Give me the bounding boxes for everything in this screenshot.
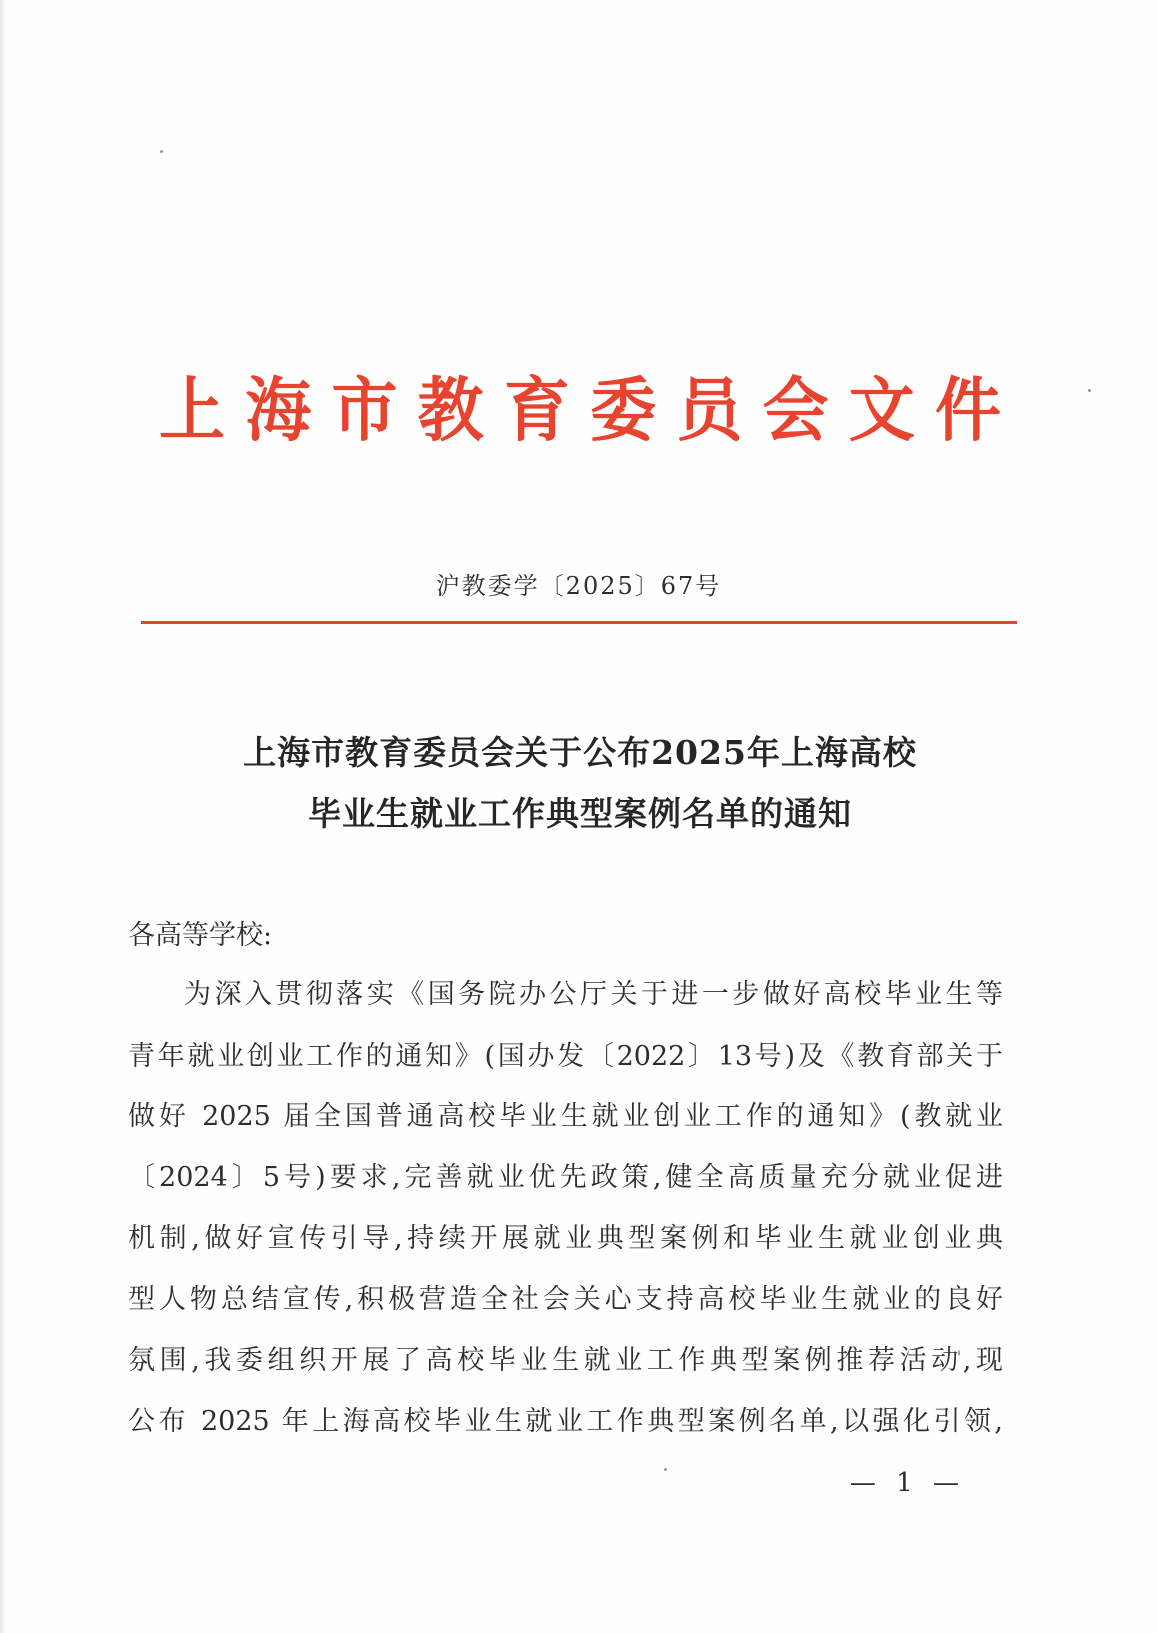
body-text-line: 型人物总结宣传,积极营造全社会关心支持高校毕业生就业的良好	[128, 1284, 1003, 1315]
masthead-char: 会	[762, 369, 829, 451]
body-text-line: 〔2024〕5号)要求,完善就业优先政策,健全高质量充分就业促进	[128, 1162, 1003, 1193]
scan-speck	[1088, 389, 1091, 392]
body-text-line: 氛围,我委组织开展了高校毕业生就业工作典型案例推荐活动,现	[128, 1345, 1003, 1376]
masthead-char: 委	[590, 369, 657, 451]
masthead-char: 员	[676, 369, 743, 451]
masthead-char: 市	[331, 369, 398, 451]
body-text-line: 公布 2025 年上海高校毕业生就业工作典型案例名单,以强化引领,	[128, 1406, 1003, 1437]
scan-edge-shadow	[0, 0, 6, 1633]
scan-speck	[160, 150, 163, 153]
salutation: 各高等学校:	[128, 920, 273, 951]
document-number: 沪教委学〔2025〕67号	[435, 572, 722, 600]
body-text-line: 青年就业创业工作的通知》(国办发〔2022〕13号)及《教育部关于	[128, 1041, 1003, 1072]
masthead-char: 文	[848, 369, 915, 451]
red-separator-rule	[141, 621, 1017, 624]
body-text-line: 机制,做好宣传引导,持续开展就业典型案例和毕业生就业创业典	[128, 1223, 1003, 1254]
masthead-char: 教	[417, 369, 484, 451]
body-text-line: 做好 2025 届全国普通高校毕业生就业创业工作的通知》(教就业	[128, 1101, 1003, 1132]
masthead-char: 育	[503, 369, 570, 451]
document-title-line-2: 毕业生就业工作典型案例名单的通知	[308, 794, 852, 833]
masthead-char: 上	[159, 369, 225, 451]
body-text-line: 为深入贯彻落实《国务院办公厅关于进一步做好高校毕业生等	[184, 979, 1003, 1010]
masthead-char: 件	[934, 369, 1001, 451]
masthead-title	[150, 365, 1010, 455]
page-number: — 1 —	[849, 1468, 965, 1498]
document-title-line-1: 上海市教育委员会关于公布2025年上海高校	[243, 733, 917, 772]
masthead-char: 海	[245, 369, 312, 451]
